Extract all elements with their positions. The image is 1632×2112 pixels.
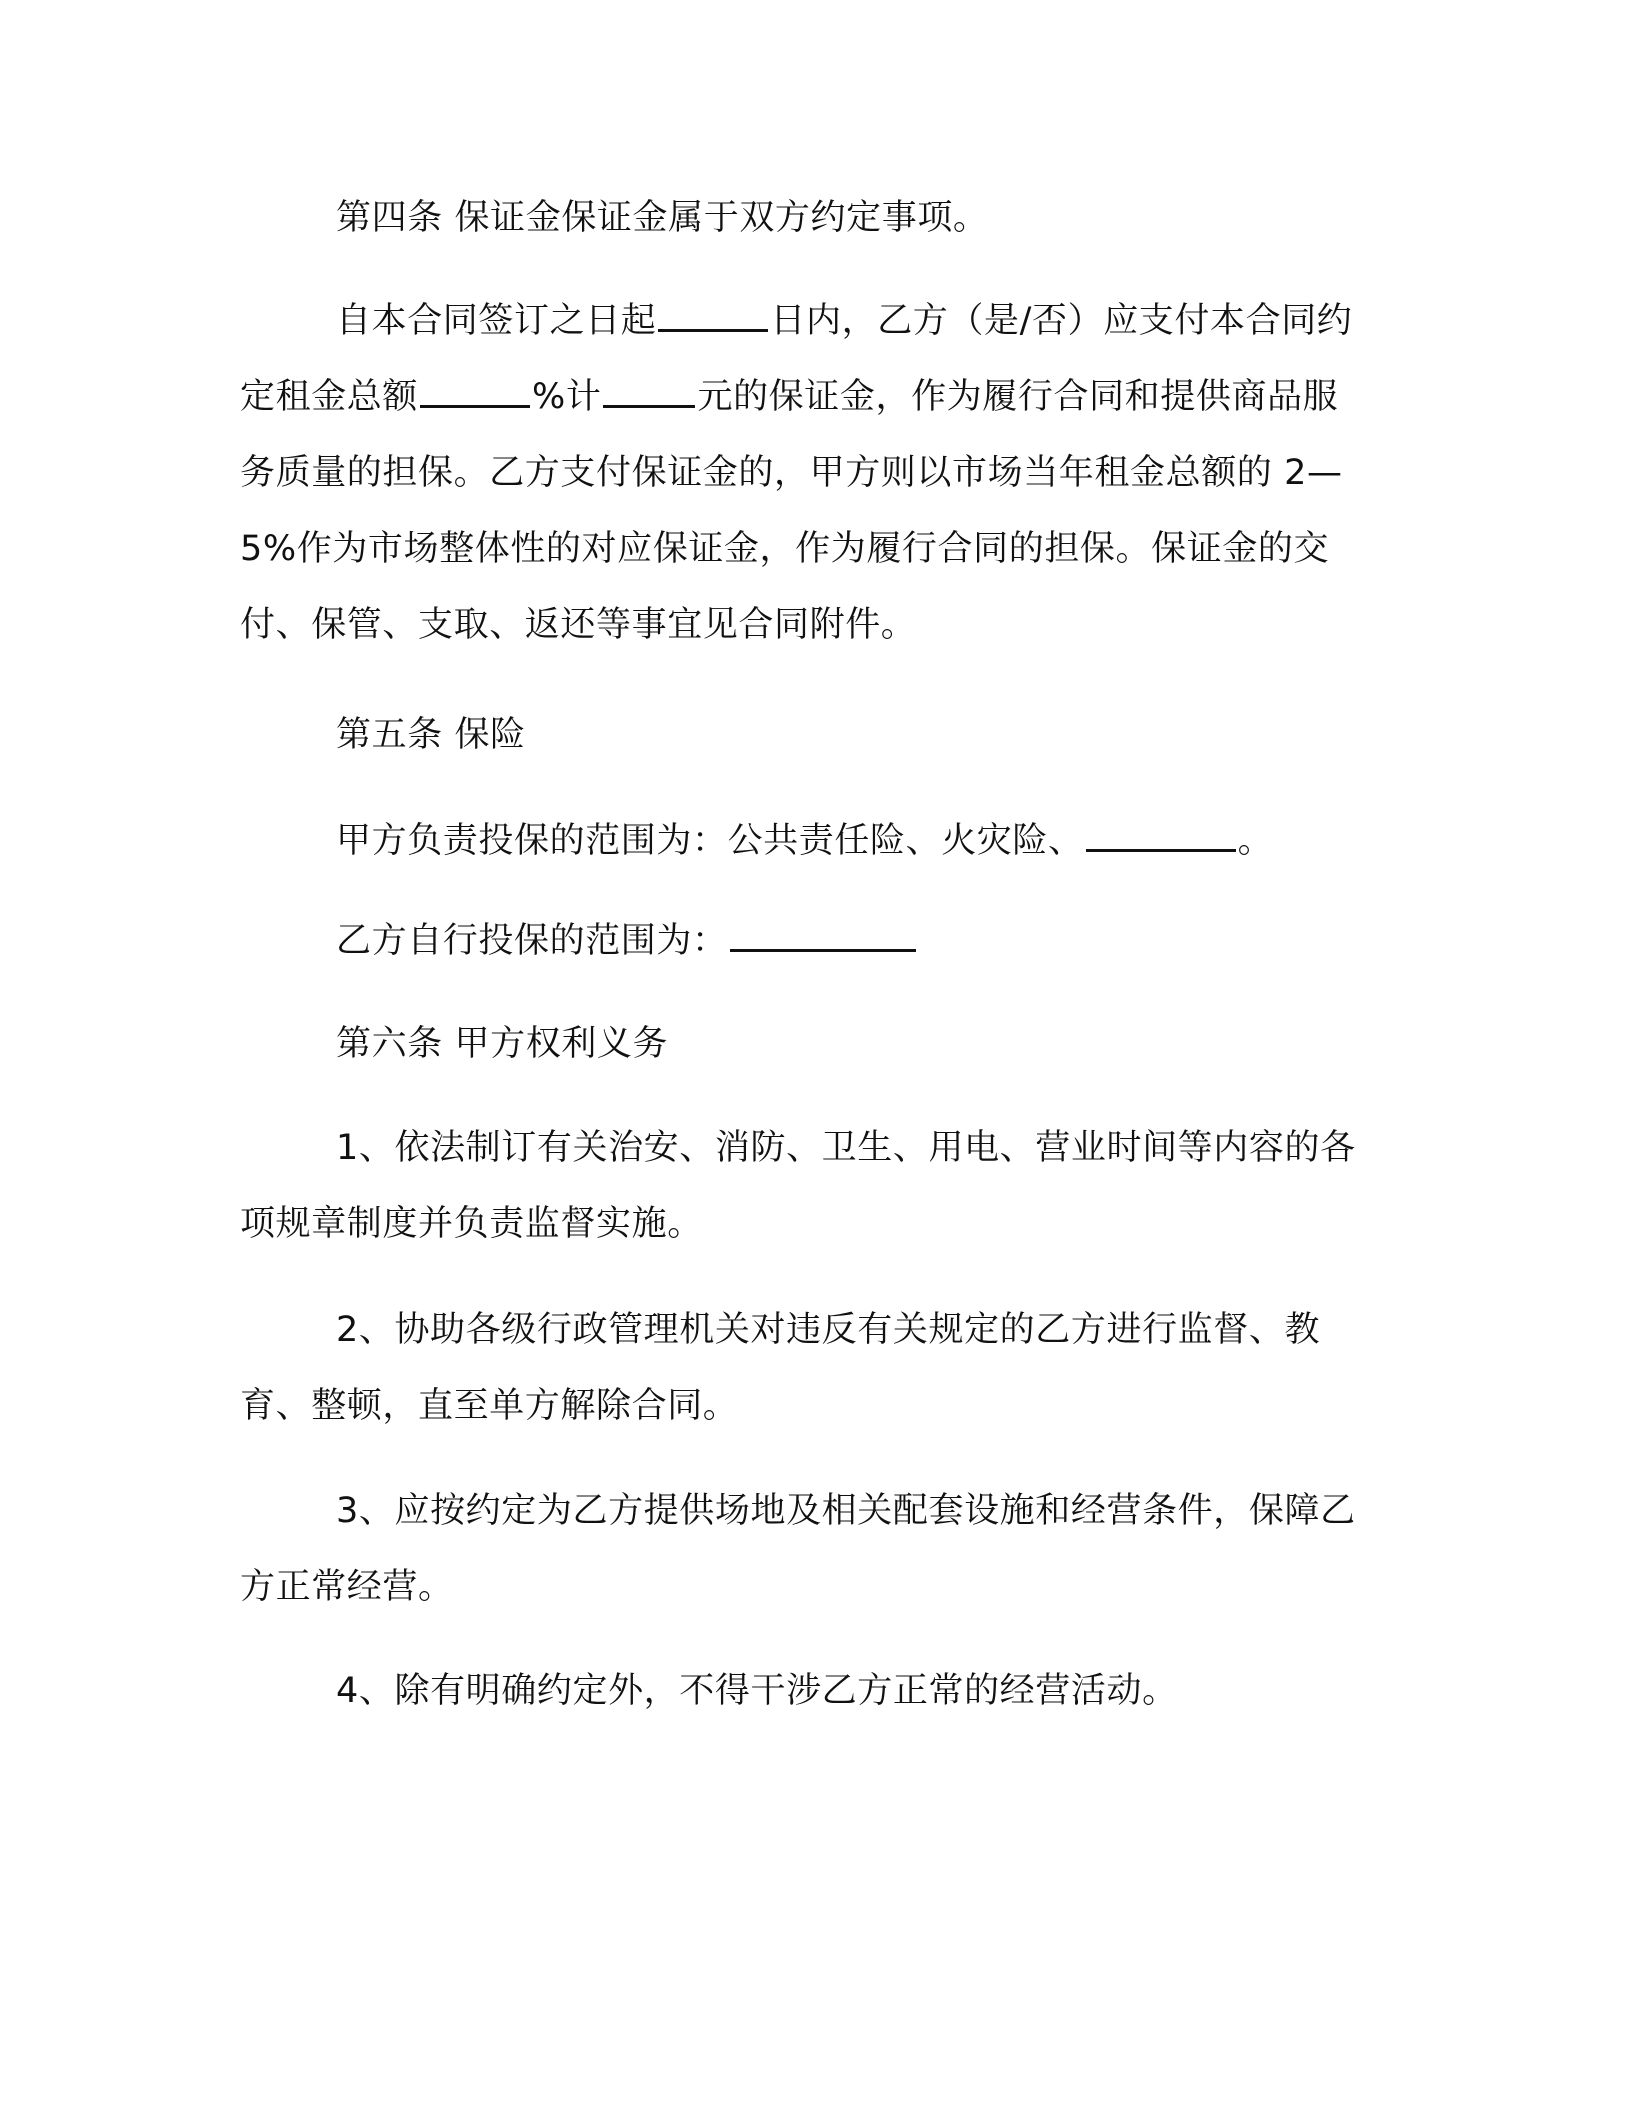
party-b-insurance-text: 乙方自行投保的范围为： [336,921,728,961]
amount-blank [603,365,695,408]
article-4-text-part2: 日内，乙方（是/否）应支付本合同约定租金总额 [240,301,1353,417]
article-6-item-1: 1、依法制订有关治安、消防、卫生、用电、营业时间等内容的各项规章制度并负责监督实施。 [240,1128,1356,1244]
party-b-insurance-blank [730,909,916,952]
party-b-insurance [240,903,1360,979]
article-4-paragraph [240,283,1360,663]
article-4-text-part1: 自本合同签订之日起 [336,301,657,341]
party-a-insurance-blank [1086,809,1236,852]
article-4-text-part4: 元的保证金，作为履行合同和提供商品服务质量的担保。乙方支付保证金的，甲方则以市场当年租金总额的 2—5%作为市场整体性的对应保证金，作为履行合同的担保。保证金的交付、保管、支取、返还等事宜见合同附件。 [240,377,1343,645]
article-5-heading: 第五条 保险 [336,715,526,755]
party-a-insurance-text: 甲方负责投保的范围为：公共责任险、火灾险、 [336,821,1084,861]
article-4-text-part3: %计 [532,377,602,417]
article-6-heading: 第六条 甲方权利义务 [336,1024,669,1064]
article-6-item-2: 2、协助各级行政管理机关对违反有关规定的乙方进行监督、教育、整顿，直至单方解除合同。 [240,1310,1321,1426]
article-4-heading: 第四条 保证金保证金属于双方约定事项。 [336,198,989,238]
party-a-insurance-end: 。 [1237,821,1274,861]
article-6-item-3: 3、应按约定为乙方提供场地及相关配套设施和经营条件，保障乙方正常经营。 [240,1491,1356,1607]
percent-blank [420,365,530,408]
article-6-item-4: 4、除有明确约定外，不得干涉乙方正常的经营活动。 [336,1671,1178,1711]
party-a-insurance [240,803,1360,879]
days-blank [658,289,768,332]
